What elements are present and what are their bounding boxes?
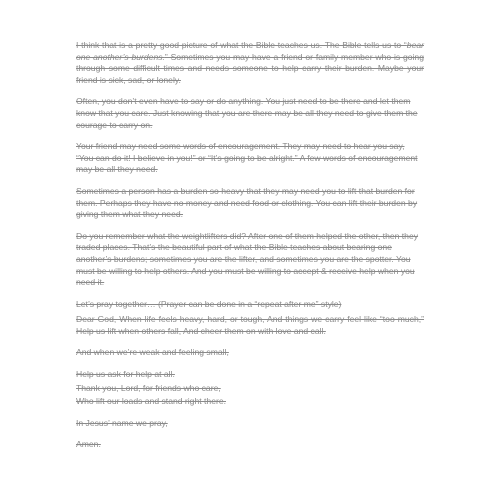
paragraph-bible-teaching	[76, 40, 424, 86]
prayer-line: In Jesus’ name we pray,	[76, 417, 168, 428]
prayer-line: Who lift our loads and stand right there.	[76, 396, 226, 407]
prayer-amen: Amen.	[76, 439, 101, 450]
paragraph-dear-god: Dear God, When life feels heavy, hard, or tough, And things we carry feel like “too much,” Help us lift when others fall, And cheer them on with love and call.	[76, 314, 424, 336]
prayer-line: Thank you, Lord, for friends who care,	[76, 382, 221, 393]
paragraph-encouragement: Your friend may need some words of encouragement. They may need to hear you say, “You can do it! I believe in you!” or “It’s going to be alright.” A few words of encouragement may be all they need.	[76, 141, 418, 175]
paragraph-heavy-burden: Sometimes a person has a burden so heavy that they may need you to lift that burden for them. Perhaps they have no money and need food or clothing. You can lift their burden by giving them what they need.	[76, 185, 418, 220]
prayer-line: And when we’re weak and feeling small,	[76, 347, 229, 358]
paragraph-text: I think that is a pretty good picture of what the Bible teaches us. The Bible tells us to “	[76, 40, 407, 50]
scripture-quote: bear one another’s burdens.	[76, 40, 424, 62]
prayer-line: Help us ask for help at all.	[76, 369, 175, 380]
paragraph-weightlifters: Do you remember what the weightlifters did? After one of them helped the other, then they traded places. That’s the beautiful part of what the Bible teaches about bearing one another’s burdens; sometimes you are the lifter, and sometimes you are the spotter. You must be willing to help others. And you must be willing to accept & receive help when you need it.	[76, 230, 419, 288]
document-body	[76, 40, 424, 461]
paragraph-being-there: Often, you don’t even have to say or do anything. You just need to be there and let them know that you care. Just knowing that you are there may be all they need to give them the courage to carry on.	[76, 96, 418, 130]
paragraph-text: ” Sometimes you may have a friend or family member who is going through some difficult times and needs someone to help carry their burden. Maybe your friend is sick, sad, or lonely.	[76, 51, 424, 85]
paragraph-pray-together: Let’s pray together… (Prayer can be done in a “repeat after me” style)	[76, 298, 342, 309]
